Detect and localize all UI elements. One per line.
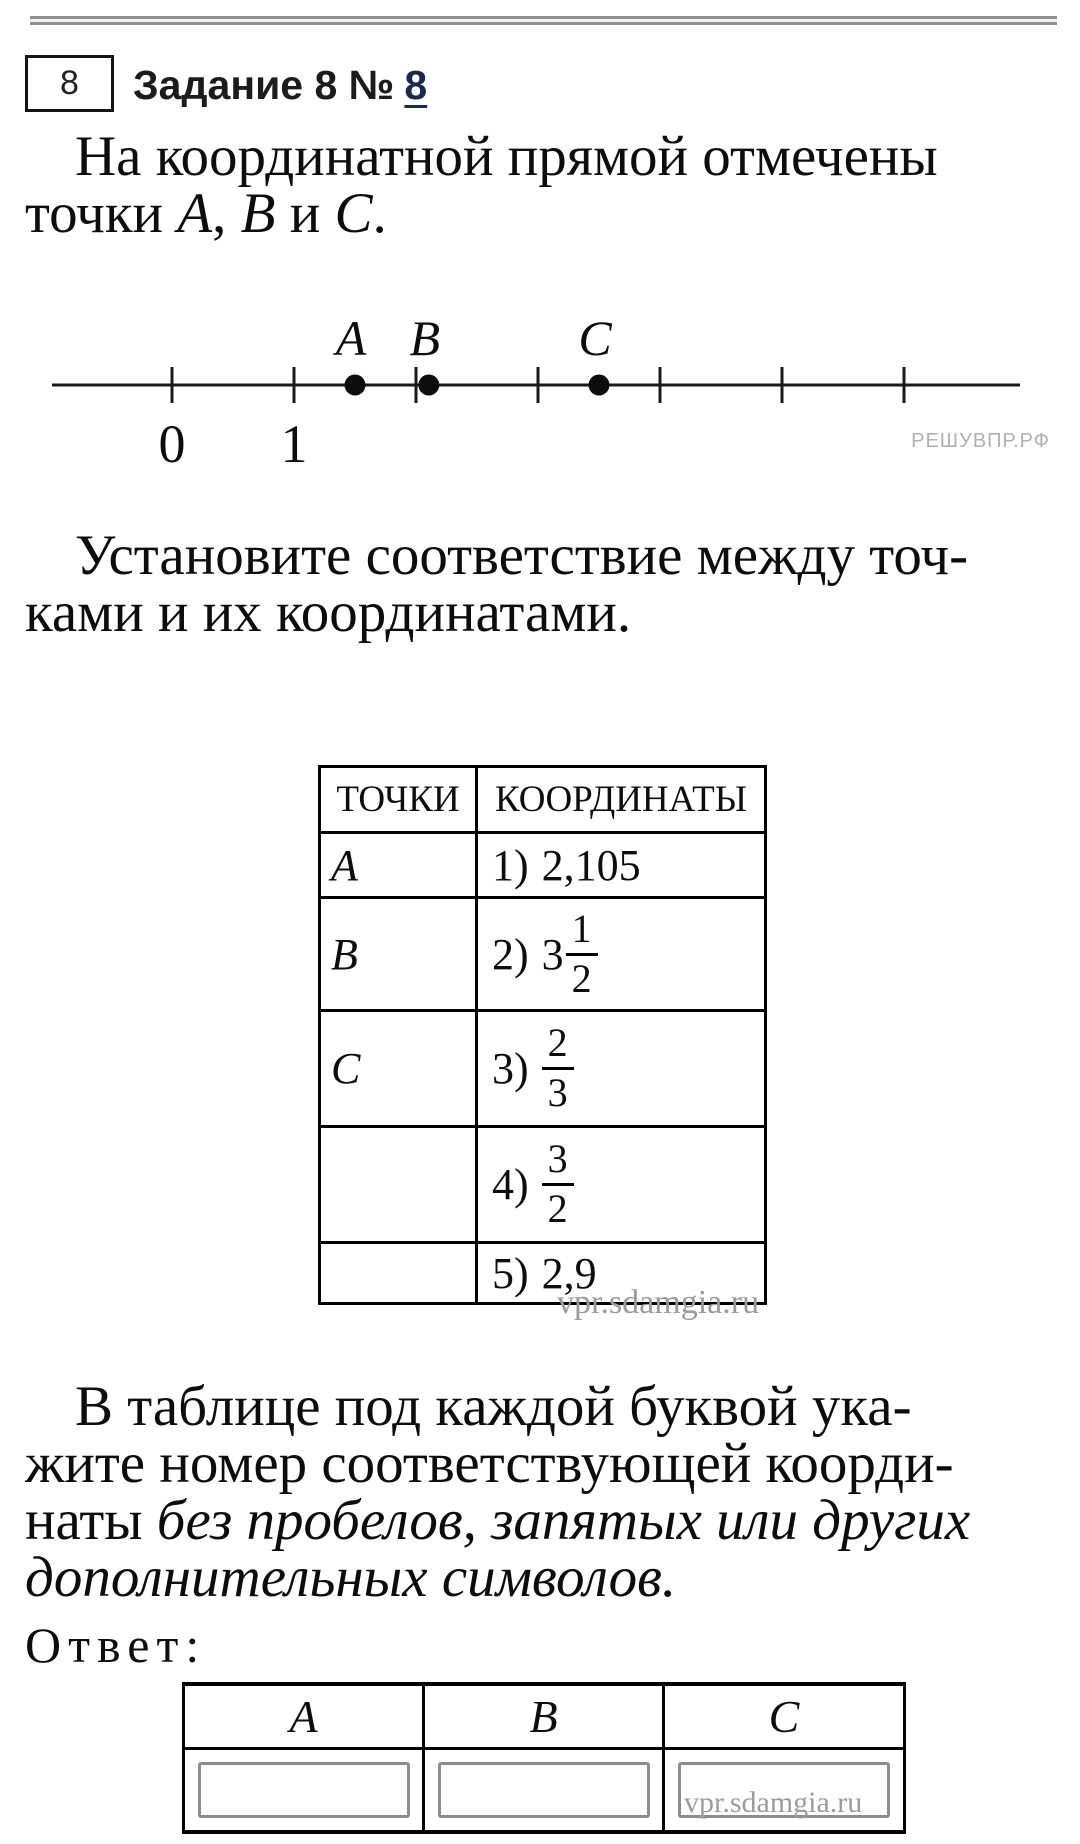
instruction-line-3: наты без пробелов, запятых или других <box>25 1489 971 1552</box>
match-table-header-row <box>320 767 766 833</box>
option-cell-5 <box>477 1243 766 1304</box>
match-row-b <box>320 898 766 1011</box>
point-dot-c <box>589 375 610 396</box>
option-cell-2 <box>477 898 766 1011</box>
answer-column-a: A <box>184 1684 424 1748</box>
option-5-value: 2,9 <box>541 1248 597 1298</box>
option-cell-1 <box>477 833 766 898</box>
point-cell-empty-2 <box>320 1243 477 1304</box>
instruction-line-1: В таблице под каждой буквой ука- <box>75 1375 912 1438</box>
top-divider <box>30 16 1057 25</box>
point-a-name: A <box>177 182 213 245</box>
task-number-box <box>25 55 114 112</box>
match-row-5 <box>320 1243 766 1304</box>
watermark-match-table: vpr.sdamgia.ru <box>557 1284 760 1321</box>
answer-cell-b <box>424 1748 664 1832</box>
option-5-label: 5) <box>492 1248 529 1298</box>
point-b-name: B <box>240 182 276 245</box>
option-3-fraction: $\frac{2}{3}$ <box>542 1023 574 1114</box>
numberline-figure <box>0 250 1080 485</box>
watermark-numberline: РЕШУВПР.РФ <box>911 430 1050 452</box>
option-cell-3 <box>477 1011 766 1127</box>
intro-paragraph <box>25 125 1060 245</box>
option-3-label: 3) <box>492 1044 529 1093</box>
point-label-a: A <box>335 310 367 366</box>
point-c-name: C <box>334 182 373 245</box>
tick-label-0: 0 <box>158 414 186 474</box>
watermark-answer-table: vpr.sdamgia.ru <box>684 1786 863 1819</box>
answer-input-a[interactable] <box>198 1762 410 1818</box>
point-label-c: C <box>578 310 612 366</box>
answer-cell-c <box>664 1748 905 1832</box>
match-prompt-line-1: Установите соответствие между точ- <box>75 524 969 587</box>
answer-column-c: C <box>664 1684 905 1748</box>
answer-input-b[interactable] <box>438 1762 650 1818</box>
point-cell-c: C <box>320 1011 477 1127</box>
option-2-mixed-number: 3 $\frac{1}{2}$ <box>542 909 598 1000</box>
instruction-paragraph <box>25 1375 1060 1609</box>
answer-table <box>182 1682 906 1834</box>
intro-line-1: На координатной прямой отмечены <box>75 125 938 188</box>
point-cell-empty-1 <box>320 1127 477 1243</box>
option-cell-4 <box>477 1127 766 1243</box>
answer-cell-a <box>184 1748 424 1832</box>
match-row-a <box>320 833 766 898</box>
task-title-text: Задание 8 № <box>133 62 395 108</box>
option-2-label: 2) <box>492 929 529 979</box>
option-2-fraction: $\frac{1}{2}$ <box>566 909 598 1000</box>
match-table <box>318 765 767 1305</box>
instruction-line-4: дополнительных символов. <box>25 1546 677 1609</box>
match-row-c <box>320 1011 766 1127</box>
answer-input-c[interactable] <box>678 1762 890 1818</box>
task-number: 8 <box>60 64 79 102</box>
intro-line-2: точки A, B и C. <box>25 182 387 245</box>
point-cell-a: A <box>320 833 477 898</box>
answer-input-row <box>184 1748 905 1832</box>
answer-label: Ответ: <box>25 1617 207 1673</box>
match-row-4 <box>320 1127 766 1243</box>
match-prompt <box>25 524 1060 644</box>
option-4-label: 4) <box>492 1160 529 1209</box>
tick-label-1: 1 <box>280 414 308 474</box>
answer-header-row <box>184 1684 905 1748</box>
point-label-b: B <box>409 310 441 366</box>
task-title <box>133 60 427 110</box>
point-dot-b <box>418 375 439 396</box>
option-1-value: 2,105 <box>541 840 641 890</box>
instruction-line-2: жите номер соответствующей коорди- <box>25 1432 954 1495</box>
option-4-fraction: $\frac{3}{2}$ <box>542 1139 574 1230</box>
task-number-link[interactable]: 8 <box>404 62 428 108</box>
point-cell-b: B <box>320 898 477 1011</box>
match-prompt-line-2: ками и их координатами. <box>25 581 632 644</box>
answer-column-b: B <box>424 1684 664 1748</box>
coordinates-header-cell: КООРДИНАТЫ <box>477 767 766 833</box>
points-header-cell: ТОЧКИ <box>320 767 477 833</box>
point-dot-a <box>345 375 366 396</box>
option-1-label: 1) <box>492 840 529 890</box>
